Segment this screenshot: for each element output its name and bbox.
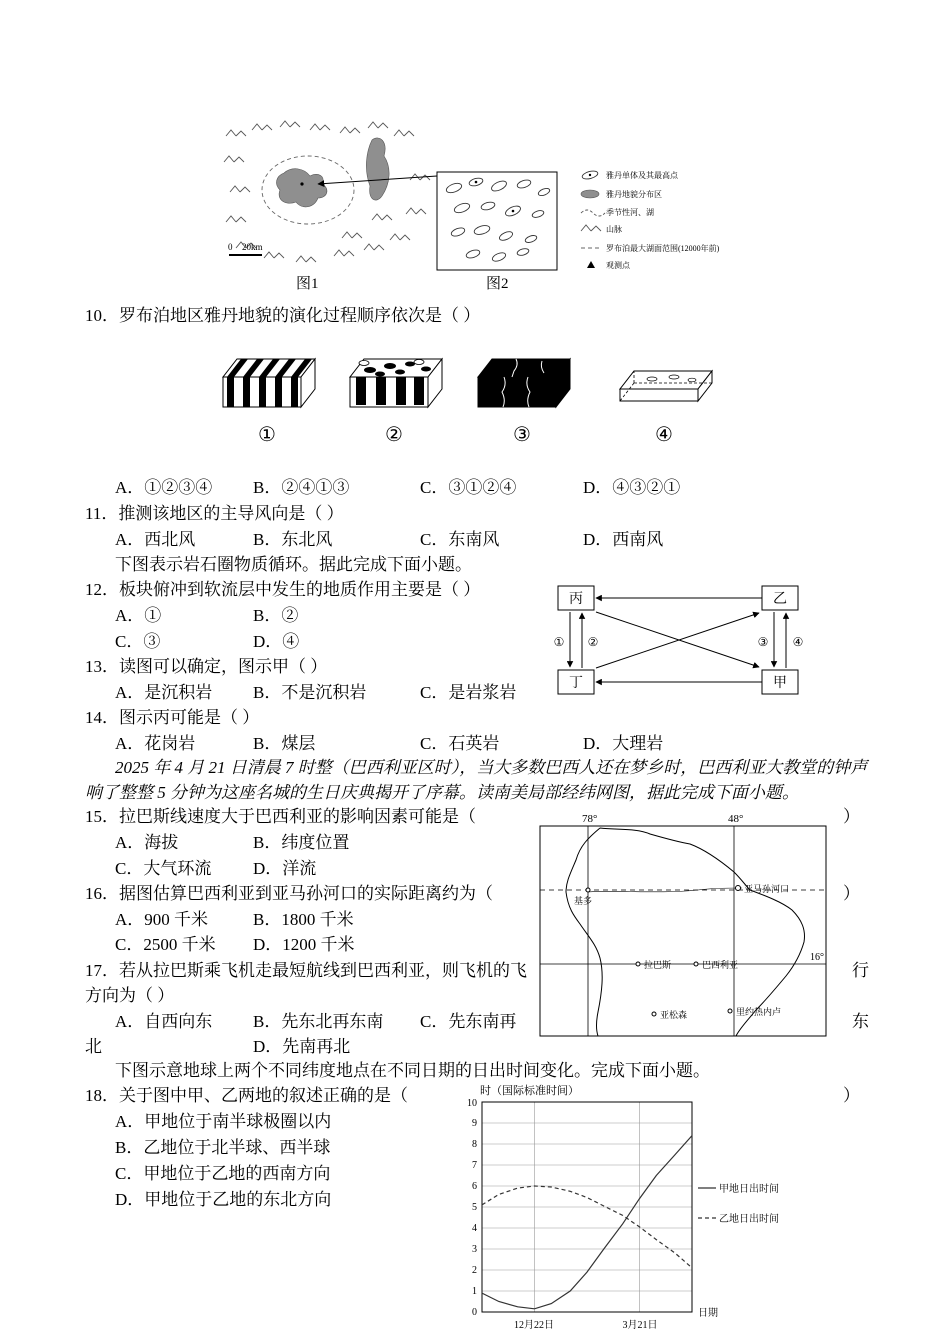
question-18-text: 18．关于图中甲、乙两地的叙述正确的是（ bbox=[85, 1086, 408, 1105]
q16-option-b: B．1800 千米 bbox=[253, 910, 354, 929]
arrow-label-3: ③ bbox=[757, 635, 769, 649]
legend-yardang-area-icon bbox=[581, 190, 599, 198]
arrow-label-1: ① bbox=[553, 635, 565, 649]
q13-option-a: A．是沉积岩 bbox=[115, 683, 213, 702]
q14-option-a: A．花岗岩 bbox=[115, 734, 196, 753]
node-bing: 丙 bbox=[569, 592, 583, 607]
x-tick-dec22: 12月22日 bbox=[514, 1320, 554, 1331]
q12-option-b: B．② bbox=[253, 606, 299, 625]
question-12-text: 12．板块俯冲到软流层中发生的地质作用主要是（ ） bbox=[85, 580, 481, 599]
question-13-text: 13．读图可以确定，图示甲（ ） bbox=[85, 657, 328, 676]
q11-option-d: D．西南风 bbox=[583, 530, 664, 549]
q12-option-c: C．③ bbox=[115, 632, 161, 651]
y-tick: 6 bbox=[472, 1181, 477, 1192]
q15-option-d: D．洋流 bbox=[253, 859, 317, 878]
node-ding: 丁 bbox=[569, 676, 583, 691]
legend-series-jia: 甲地日出时间 bbox=[719, 1184, 779, 1195]
q12-option-a: A．① bbox=[115, 606, 162, 625]
question-17-line-1-cont: 行 bbox=[852, 961, 869, 980]
q13-option-c: C．是岩浆岩 bbox=[420, 683, 517, 702]
question-17-line-1: 17．若从拉巴斯乘飞机走最短航线到巴西利亚，则飞机的飞 bbox=[85, 961, 527, 980]
question-10-text: 10．罗布泊地区雅丹地貌的演化过程顺序依次是（ ） bbox=[85, 306, 481, 325]
chart-title: 时（国际标准时间） bbox=[480, 1085, 579, 1097]
legend-yardang-unit-icon bbox=[581, 170, 598, 181]
diagram-1-number: ① bbox=[258, 424, 276, 446]
brazil-intro-line-2: 响了整整 5 分钟为这座名城的生日庆典揭开了序幕。读南美局部经纬网图，据此完成下面小题。 bbox=[85, 783, 799, 802]
evolution-diagram-1 bbox=[215, 345, 320, 420]
fig1-label: 图1 bbox=[296, 276, 319, 292]
question-15-close-paren: ） bbox=[843, 807, 860, 826]
legend-item-label: 罗布泊最大湖面范围(12000年前) bbox=[606, 244, 720, 253]
y-tick: 9 bbox=[472, 1118, 477, 1129]
q11-option-a: A．西北风 bbox=[115, 530, 196, 549]
rock-cycle-diagram bbox=[548, 578, 808, 704]
place-label-lapaz: 拉巴斯 bbox=[644, 960, 672, 970]
yardang-detail-box bbox=[437, 172, 557, 270]
y-tick: 3 bbox=[472, 1244, 477, 1255]
q14-option-d: D．大理岩 bbox=[583, 734, 664, 753]
arrow-label-4: ④ bbox=[792, 635, 804, 649]
question-16-close-paren: ） bbox=[843, 884, 860, 903]
q17-option-d: D．先南再北 bbox=[253, 1037, 351, 1056]
highest-point-dot bbox=[300, 182, 303, 185]
scale-zero-label: 0 bbox=[228, 242, 233, 252]
y-tick: 0 bbox=[472, 1307, 477, 1318]
series-line-甲地日出时间 bbox=[482, 1136, 692, 1309]
q14-option-b: B．煤层 bbox=[253, 734, 316, 753]
evolution-diagram-2 bbox=[342, 345, 447, 420]
legend-item-label: 季节性河、湖 bbox=[606, 208, 654, 217]
brazil-intro-line-1: 2025 年 4 月 21 日清晨 7 时整（巴西利亚区时），当大多数巴西人还在梦乡时，巴西利亚大教堂的钟声 bbox=[115, 758, 868, 777]
node-jia: 甲 bbox=[773, 676, 787, 691]
chart-series-group bbox=[482, 1136, 692, 1309]
diagram-4-number: ④ bbox=[655, 424, 673, 446]
y-tick: 4 bbox=[472, 1223, 477, 1234]
y-tick: 8 bbox=[472, 1139, 477, 1150]
series-line-乙地日出时间 bbox=[482, 1186, 692, 1268]
evolution-diagram-4 bbox=[612, 345, 717, 420]
legend-observation-point-icon bbox=[587, 261, 595, 268]
q18-option-b: B．乙地位于北半球、西半球 bbox=[115, 1138, 331, 1157]
yardang-area-blob-2 bbox=[366, 138, 389, 200]
legend-item-label: 观测点 bbox=[606, 261, 630, 270]
sunrise-intro: 下图示意地球上两个不同纬度地点在不同日期的日出时间变化。完成下面小题。 bbox=[115, 1061, 710, 1080]
scale-distance-label: 20km bbox=[242, 242, 263, 252]
fig2-label: 图2 bbox=[486, 276, 509, 292]
q18-option-c: C．甲地位于乙地的西南方向 bbox=[115, 1164, 331, 1183]
question-15-text: 15．拉巴斯线速度大于巴西利亚的影响因素可能是（ bbox=[85, 807, 476, 826]
south-america-map bbox=[538, 812, 830, 1040]
q10-option-c: C．③①②④ bbox=[420, 478, 517, 497]
question-18-close-paren: ） bbox=[843, 1086, 860, 1105]
longitude-label-48: 48° bbox=[728, 813, 744, 825]
q10-option-a: A．①②③④ bbox=[115, 478, 213, 497]
longitude-label-78: 78° bbox=[582, 813, 598, 825]
q16-option-a: A．900 千米 bbox=[115, 910, 209, 929]
q18-option-d: D．甲地位于乙地的东北方向 bbox=[115, 1190, 332, 1209]
q17-option-c: C．先东南再 bbox=[420, 1012, 517, 1031]
q13-option-b: B．不是沉积岩 bbox=[253, 683, 367, 702]
scale-bar bbox=[228, 242, 263, 255]
node-yi: 乙 bbox=[773, 592, 787, 607]
south-america-coastline bbox=[566, 828, 805, 1036]
yardang-area-blob bbox=[277, 169, 327, 207]
diagram-2-number: ② bbox=[385, 424, 403, 446]
q12-option-d: D．④ bbox=[253, 632, 300, 651]
q17-option-a: A．自西向东 bbox=[115, 1012, 213, 1031]
question-17-line-2: 方向为（ ） bbox=[85, 986, 175, 1005]
evolution-diagram-3 bbox=[470, 345, 575, 420]
legend-item-label: 雅丹单体及其最高点 bbox=[606, 171, 678, 180]
y-tick: 1 bbox=[472, 1286, 477, 1297]
q17-option-b: B．先东北再东南 bbox=[253, 1012, 384, 1031]
y-tick: 2 bbox=[472, 1265, 477, 1276]
question-16-text: 16．据图估算巴西利亚到亚马孙河口的实际距离约为（ bbox=[85, 884, 493, 903]
place-label-quito: 基多 bbox=[574, 896, 593, 906]
place-label-brasilia: 巴西利亚 bbox=[702, 960, 739, 970]
q10-option-d: D．④③②① bbox=[583, 478, 681, 497]
latitude-label-16: 16° bbox=[810, 952, 824, 963]
legend-seasonal-river-icon bbox=[581, 210, 605, 216]
q17-option-c-wrap: 北 bbox=[85, 1037, 102, 1056]
x-axis-label: 日期 bbox=[698, 1308, 718, 1319]
y-tick: 7 bbox=[472, 1160, 477, 1171]
q18-option-a: A．甲地位于南半球极圈以内 bbox=[115, 1112, 332, 1131]
legend-mountain-icon bbox=[581, 225, 601, 231]
q14-option-c: C．石英岩 bbox=[420, 734, 500, 753]
x-tick-mar21: 3月21日 bbox=[622, 1320, 658, 1331]
q16-option-c: C．2500 千米 bbox=[115, 935, 216, 954]
rock-cycle-intro: 下图表示岩石圈物质循环。据此完成下面小题。 bbox=[115, 555, 472, 574]
q17-option-c-cont: 东 bbox=[852, 1012, 869, 1031]
y-tick: 5 bbox=[472, 1202, 477, 1213]
legend-item-label: 雅丹地貌分布区 bbox=[606, 190, 662, 199]
q15-option-b: B．纬度位置 bbox=[253, 833, 350, 852]
q15-option-c: C．大气环流 bbox=[115, 859, 212, 878]
q11-option-b: B．东北风 bbox=[253, 530, 333, 549]
yardang-figure bbox=[222, 118, 742, 270]
question-11-text: 11．推测该地区的主导风向是（ ） bbox=[85, 504, 344, 523]
map-legend bbox=[581, 170, 720, 270]
question-14-text: 14．图示丙可能是（ ） bbox=[85, 708, 260, 727]
legend-series-yi: 乙地日出时间 bbox=[719, 1214, 779, 1225]
diagram-3-number: ③ bbox=[513, 424, 531, 446]
place-label-asuncion: 亚松森 bbox=[660, 1010, 688, 1020]
q11-option-c: C．东南风 bbox=[420, 530, 500, 549]
arrow-label-2: ② bbox=[587, 635, 599, 649]
sunrise-time-chart bbox=[452, 1082, 824, 1344]
y-tick: 10 bbox=[467, 1098, 477, 1109]
q15-option-a: A．海拔 bbox=[115, 833, 179, 852]
place-label-rio: 里约热内卢 bbox=[736, 1007, 782, 1017]
amazon-river bbox=[588, 888, 742, 892]
q10-option-b: B．②④①③ bbox=[253, 478, 350, 497]
q16-option-d: D．1200 千米 bbox=[253, 935, 355, 954]
legend-item-label: 山脉 bbox=[606, 225, 622, 234]
place-label-amazon-mouth: 亚马孙河口 bbox=[744, 884, 790, 894]
